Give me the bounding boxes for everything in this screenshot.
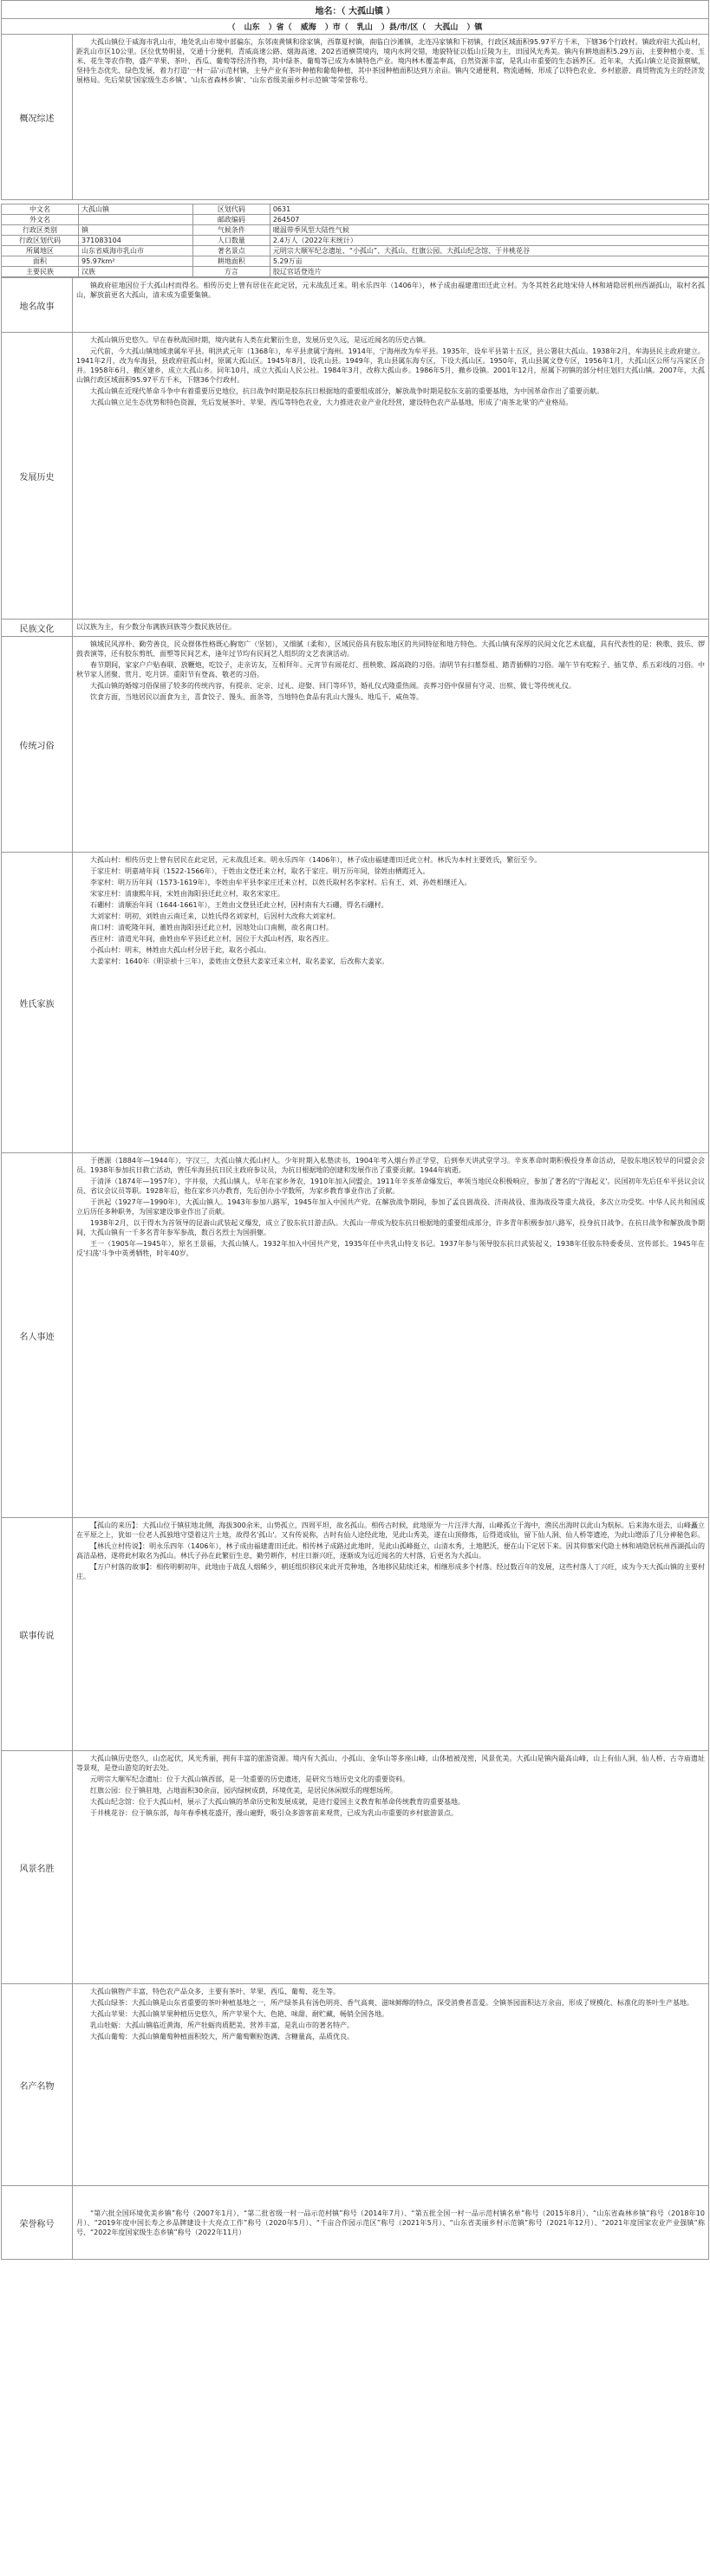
table-cell: 著名景点 <box>192 246 270 256</box>
paragraph: 大孤山苹果：大孤山镇苹果种植历史悠久，所产苹果个大、色艳、味甜、耐贮藏，畅销全国各地。 <box>90 2010 388 2018</box>
table-cell: 耕地面积 <box>192 256 270 267</box>
paragraph: 大孤山镇立足生态优势和特色资源，先后发展茶叶、苹果、西瓜等特色农业，大力推进农业产业化经营，建设特色农产品基地，形成了'南茶北果'的产业格局。 <box>90 399 573 406</box>
page <box>1 0 709 2260</box>
paragraph: “第六批全国环境优美乡镇”称号（2007年1月）、“第二批省级一村一品示范村镇”称号（2014年7月）、“第五批全国一村一品示范村镇名单”称号（2015年8月）、“山东省森林乡镇”称号（2018年10月）、“2019年度中国长寿之乡品牌建设十大亮点工作”称号（2020年5月）、“千亩合作园示范区”称号（2021年5月）、“山东省美丽乡村示范镇”称号（2021年12月）、“2021年度国家农业产业强镇”称号、“2022年度国家级生态乡镇”称号（2022年11月） <box>76 2209 705 2236</box>
address-part: ）县/市/区（ <box>381 23 427 32</box>
section-content <box>73 1984 708 2185</box>
address-province: 山东 <box>244 23 260 32</box>
paragraph: 元明宗大顺军纪念遗址：位于大孤山镇西部，是一处重要的历史遗迹，是研究当地历史文化的重要资料。 <box>90 1775 409 1783</box>
paragraph: 李家村：明万历年间（1573-1619年），李姓由牟平县李家庄迁来立村，以姓氏取村名李家村。后有王、刘、孙姓相继迁入。 <box>90 879 472 886</box>
table-cell: 山东省威海市乳山市 <box>79 246 193 256</box>
table-cell: 气候条件 <box>192 225 270 236</box>
basic-info-table <box>1 204 709 277</box>
paragraph: 大孤山镇历史悠久。早在春秋战国时期，境内就有人类在此繁衍生息，发展历史久远，是远近闻名的历史古镇。 <box>90 336 430 344</box>
table-cell <box>79 215 193 225</box>
table-cell: 行政区划代码 <box>2 236 79 246</box>
table-cell: 大孤山镇 <box>79 204 193 215</box>
paragraph: 大孤山葡萄：大孤山镇葡萄种植面积较大，所产葡萄颗粒饱满、含糖量高，品质优良。 <box>90 2033 354 2041</box>
table-row <box>2 256 709 267</box>
table-cell: 95.97km² <box>79 256 193 267</box>
address-town: 大孤山 <box>434 23 459 32</box>
paragraph: 镇域民风淳朴、勤劳善良，民众群体性格既心胸宽广（坚韧），又细腻（柔和），区域民俗具有胶东地区的共同特征和地方特色。大孤山镇有深厚的民间文化艺术底蕴，具有代表性的是：秧歌、鼓乐、锣鼓表演等，还有胶东剪纸、面塑等民间艺术，逢年过节均有民间艺人组织的文艺表演活动。 <box>76 640 705 658</box>
paragraph: 春节期间，家家户户贴春联、放鞭炮，吃饺子，走亲访友，互相拜年。元宵节有闹花灯、扭秧歌、踩高跷的习俗。清明节有扫墓祭祖、踏青插柳的习俗。端午节有吃粽子、插艾草、系五彩线的习俗。中秋节家人团聚、赏月、吃月饼。重阳节有登高、敬老的习俗。 <box>76 661 705 678</box>
paragraph: 于井桃花谷：位于镇东部，每年春季桃花盛开，漫山遍野，吸引众多游客前来观赏，已成为乳山市重要的乡村旅游景点。 <box>90 1809 458 1817</box>
paragraph: 西庄村：清道光年间，曲姓由牟平县迁此立村，因位于大孤山村西，取名西庄。 <box>90 935 333 943</box>
table-cell: 面积 <box>2 256 79 267</box>
table-cell: 2.4万人（2022年末统计） <box>270 236 708 246</box>
paragraph: 【林氏立村传说】：明永乐四年（1406年），林子成由福建莆田迁此。相传林子成路过此地时，见此山孤峰挺立，山清水秀，土地肥沃，便在山下定居下来。因其仰慕宋代隐士林和靖隐居杭州西湖孤山的高洁品格，遂将此村取名为孤山。林氏子孙在此繁衍生息，勤劳耕作，村庄日渐兴旺，逐渐成为远近闻名的大村落，后更名为大孤山。 <box>76 1542 705 1560</box>
paragraph: 大孤山镇的婚嫁习俗保留了较多的传统内容，有提亲、定亲、过礼、迎娶、回门等环节，婚礼仪式隆重热闹。丧葬习俗中保留有守灵、出殡、做七等传统礼仪。 <box>90 682 576 690</box>
paragraph: 小孤山村：明末，林姓由大孤山村分居于此，取名小孤山。 <box>90 946 270 954</box>
paragraph: 【孤山的来历】：大孤山位于镇驻地北侧，海拔300余米，山势孤立，四周平坦，故名孤山。相传古时候，此地原为一片汪洋大海，山峰孤立于海中，渔民出海时以此山为航标。后来海水退去，山峰矗立在平原之上，犹如一位老人孤独地守望着这片土地，故得名'孤山'。又有传说称，古时有仙人途经此地，见此山秀美，遂在山顶修炼，后得道成仙，留下仙人洞、仙人桥等遗迹，为此山增添了几分神秘色彩。 <box>76 1522 705 1539</box>
section-figures <box>1 1153 709 1518</box>
paragraph: 【万户村落的故事】：相传明朝初年，此地由于战乱人烟稀少，朝廷组织移民来此开荒种地，各地移民陆续迁来，相继形成多个村落。经过数百年的发展，这些村落人丁兴旺，成为今天大孤山镇的主要村庄。 <box>76 1563 705 1580</box>
paragraph: 大孤山绿茶：大孤山镇是山东省重要的茶叶种植基地之一，所产绿茶具有汤色明亮、香气高爽、滋味鲜醇的特点，深受消费者喜爱。全镇茶园面积达万余亩，形成了规模化、标准化的茶叶生产基地。 <box>90 1999 694 2007</box>
section-label: 地名故事 <box>2 278 73 332</box>
paragraph: 大刘家村：明初，刘姓由云南迁来，以姓氏得名刘家村，后因村大改称大刘家村。 <box>90 912 340 920</box>
section-content <box>73 2186 708 2259</box>
table-cell: 中文名 <box>2 204 79 215</box>
table-row <box>2 267 709 277</box>
paragraph: 大孤山镇历史悠久，山峦起伏，风光秀丽，拥有丰富的旅游资源。境内有大孤山、小孤山、金华山等多座山峰，山体植被茂密，风景优美。大孤山是镇内最高山峰，山上有仙人洞、仙人桥、古寺庙遗址等景观，是登山游览的好去处。 <box>76 1755 705 1772</box>
section-content <box>73 853 708 1152</box>
table-cell: 胶辽官话登连片 <box>270 267 708 277</box>
table-cell: 暖温带季风型大陆性气候 <box>270 225 708 236</box>
paragraph: 以汉族为主，有少数分布满族回族等少数民族居住。 <box>76 623 236 631</box>
section-label: 民族文化 <box>2 620 73 636</box>
paragraph: 于德源（1884年—1944年），字汉三，大孤山镇大孤山村人。少年时期入私塾读书，1904年考入烟台养正学堂，后到奉天讲武堂学习。辛亥革命时期积极投身革命活动，是胶东地区较早的同盟会会员。1938年参加抗日救亡活动，曾任牟海县抗日民主政府参议员，为抗日根据地的创建和发展作出了重要贡献。1944年病逝。 <box>76 1157 705 1174</box>
paragraph: 石硼村：清顺治年间（1644-1661年），王姓由文登县迁此立村，因村南有大石硼，得名石硼村。 <box>90 901 388 909</box>
paragraph: 王一（1905年—1945年），原名王景福，大孤山镇人。1932年加入中国共产党，1935年任中共乳山特支书记。1937年参与领导胶东抗日武装起义，1938年任胶东特委委员、宣传部长。1945年在反'扫荡'斗争中英勇牺牲，时年40岁。 <box>76 1240 705 1257</box>
paragraph: 大孤山村：相传历史上曾有居民在此定居，元末战乱迁来。明永乐四年（1406年），林子成由福建莆田迁此立村。林氏为本村主要姓氏，繁衍至今。 <box>90 856 542 864</box>
section-history <box>1 333 709 620</box>
address-part: ）市（ <box>324 23 348 32</box>
section-label: 发展历史 <box>2 333 73 619</box>
table-cell: 0631 <box>270 204 708 215</box>
table-row <box>2 246 709 256</box>
paragraph: 大孤山镇物产丰富，特色农产品众多，主要有茶叶、苹果、西瓜、葡萄、花生等。 <box>90 1988 340 1995</box>
section-label: 联事传说 <box>2 1518 73 1750</box>
section-honors <box>1 2186 709 2260</box>
table-cell: 镇 <box>79 225 193 236</box>
paragraph: 于家庄村：明嘉靖年间（1522-1566年），于姓由文登迁来立村，取名于家庄。明万历年间，徐姓由栖霞迁入。 <box>90 867 430 875</box>
paragraph: 元代前，今大孤山镇地域隶属牟平县。明洪武元年（1368年），牟平县隶属宁海州。1914年，宁海州改为牟平县。1935年，设牟平县第十五区，县公署驻大孤山。1938年2月，牟海县民主政府建立。1941年2月，改为牟海县，县政府驻孤山村，原属大孤山区。1945年8月，设乳山县。1949年，乳山县属东海专区，下设大孤山区。1950年，乳山县属文登专区，1956年1月，大孤山区公所与冯家区合并。1958年6月，撤区建乡，成立大孤山乡。同年10月，成立大孤山人民公社。1984年3月，改称大孤山乡。1986年5月，撤乡设镇。2001年12月，原属下初镇的部分村庄划归大孤山镇。2007年，大孤山镇行政区域面积95.97平方千米，下辖36个行政村。 <box>76 347 705 384</box>
section-specialty <box>1 1984 709 2186</box>
section-label: 荣誉称号 <box>2 2186 73 2259</box>
address-county: 乳山 <box>356 23 373 32</box>
paragraph: 乳山牡蛎：大孤山镇临近黄海，所产牡蛎肉质肥美、营养丰富，是乳山市的著名特产。 <box>90 2021 354 2029</box>
paragraph: 红旗公园：位于镇驻地，占地面积30余亩，园内绿树成荫，环境优美，是居民休闲娱乐的理想场所。 <box>90 1787 398 1794</box>
table-cell: 行政区类别 <box>2 225 79 236</box>
paragraph: 饮食方面，当地居民以面食为主，喜食饺子、馒头、面条等，当地特色食品有乳山大馒头、地瓜干、咸鱼等。 <box>90 693 423 701</box>
paragraph: 大孤山镇位于威海市乳山市，地处乳山市境中部偏东，东邻南黄镇和徐家镇，西靠夏村镇，南临白沙滩镇，北连冯家镇和下初镇，行政区域面积95.97平方千米，下辖36个行政村。镇政府驻大孤山村，距乳山市区10公里。区位优势明显，交通十分便利，青威高速公路、烟海高速、202省道横贯境内，境内水网交错，地貌特征以低山丘陵为主，田园风光秀美。镇内有耕地面积5.29万亩，主要种植小麦、玉米、花生等农作物，盛产苹果、茶叶、西瓜、葡萄等经济作物，其中绿茶、葡萄等已成为本镇特色产业。境内林木覆盖率高，自然资源丰富，是乳山市重要的生态涵养区。近年来，大孤山镇立足资源禀赋，坚持生态优先、绿色发展，着力打造'一村一品'示范村镇，主导产业有茶叶种植和葡萄种植，其中茶园种植面积达到万余亩。镇内交通便利、物流通畅，形成了以特色农业、乡村旅游、商贸物流为主的经济发展格局。先后荣获'国家级生态乡镇'、'山东省森林乡镇'、'山东省级美丽乡村示范镇'等荣誉称号。 <box>76 38 705 84</box>
table-cell: 371083104 <box>79 236 193 246</box>
table-cell: 外文名 <box>2 215 79 225</box>
table-row <box>2 236 709 246</box>
section-legends <box>1 1518 709 1751</box>
section-content <box>73 278 708 332</box>
section-naming <box>1 277 709 333</box>
section-label: 名人事迹 <box>2 1153 73 1517</box>
table-cell: 元明宗大顺军纪念遗址、“小孤山”、大孤山、红旗公园、大孤山纪念馆、于井桃花谷 <box>270 246 708 256</box>
table-row <box>2 225 709 236</box>
section-label: 名产名物 <box>2 1984 73 2185</box>
section-content <box>73 1751 708 1983</box>
table-row <box>2 215 709 225</box>
address-part: ）镇 <box>466 23 483 32</box>
table-row <box>2 204 709 215</box>
section-label: 风景名胜 <box>2 1751 73 1983</box>
section-label: 概况综述 <box>2 35 73 199</box>
address-city: 威海 <box>300 23 316 32</box>
table-cell: 汉族 <box>79 267 193 277</box>
section-custom <box>1 637 709 853</box>
table-cell: 264507 <box>270 215 708 225</box>
address-part: ）省（ <box>268 23 292 32</box>
section-content <box>73 35 708 199</box>
section-label: 姓氏家族 <box>2 853 73 1152</box>
table-cell: 区划代码 <box>192 204 270 215</box>
table-cell: 主要民族 <box>2 267 79 277</box>
paragraph: 大孤山镇在近现代革命斗争中有着重要历史地位，抗日战争时期是胶东抗日根据地的重要组成部分，解放战争时期是胶东支前的重要基地，为中国革命作出了重要贡献。 <box>90 387 603 395</box>
paragraph: 南口村：清乾隆年间，董姓由海阳县迁此立村，因地处山口南侧，故名南口村。 <box>90 924 333 931</box>
section-content <box>73 1153 708 1517</box>
section-content <box>73 620 708 633</box>
paragraph: 大孤山纪念馆：位于大孤山村，展示了大孤山镇的革命历史和发展成就，是进行爱国主义教育和革命传统教育的重要基地。 <box>90 1798 465 1806</box>
section-clans <box>1 853 709 1153</box>
section-content <box>73 333 708 619</box>
section-content <box>73 637 708 852</box>
paragraph: 于洪起（1927年—1990年），大孤山镇人。1943年参加八路军，1945年加入中国共产党。在解放战争期间，参加了孟良崮战役、济南战役、淮海战役等重大战役，多次立功受奖。中华人民共和国成立后历任多种职务，为国家建设事业作出了贡献。 <box>76 1198 705 1216</box>
table-cell: 5.29万亩 <box>270 256 708 267</box>
table-cell: 人口数量 <box>192 236 270 246</box>
table-cell: 所属地区 <box>2 246 79 256</box>
section-culture <box>1 620 709 637</box>
address-part: （ <box>227 23 236 32</box>
paragraph: 宋家庄村：清康熙年间，宋姓由海阳县迁此立村，取名宋家庄。 <box>90 890 284 898</box>
page-title: 地名：（ 大孤山镇 ） <box>1 0 709 18</box>
table-cell: 邮政编码 <box>192 215 270 225</box>
section-content <box>73 1518 708 1750</box>
paragraph: 大姜家村：1640年（明崇祯十三年），姜姓由文登县大姜家迁来立村，取名姜家，后改称大姜家。 <box>90 957 389 965</box>
table-cell: 方言 <box>192 267 270 277</box>
section-scenery <box>1 1751 709 1984</box>
paragraph: 镇政府驻地因位于大孤山村而得名。相传历史上曾有居住在此定居，元末战乱迁来。明永乐四年（1406年），林子成由福建莆田迁此立村。为冬其姓名此地宋侍人林和靖隐居机州西湖孤山，取村名孤山，解放前更名大孤山，清末成为重要集镇。 <box>76 282 705 299</box>
paragraph: 1938年2月，以于得水为首领导的昆嵛山武装起义爆发，成立了胶东抗日游击队。大孤山一带成为胶东抗日根据地的重要组成部分，许多青年积极参加八路军，投身抗日战争。在抗日战争和解放战争期间，大孤山镇有一千多名青年参军参战，数百名烈士为国捐躯。 <box>76 1219 705 1236</box>
section-overview <box>1 35 709 200</box>
section-label: 传统习俗 <box>2 637 73 852</box>
paragraph: 于清泽（1874年—1957年），字井泉，大孤山镇人。早年在家乡务农，1910年加入同盟会。1911年辛亥革命爆发后，率领当地民众积极响应，参加了著名的'宁海起义'。民国初年先后任牟平县议会议员、省议会议员等职。1928年后，他在家乡兴办教育，先后创办小学数所，为家乡教育事业作出了贡献。 <box>76 1178 705 1195</box>
address-row <box>1 18 709 35</box>
